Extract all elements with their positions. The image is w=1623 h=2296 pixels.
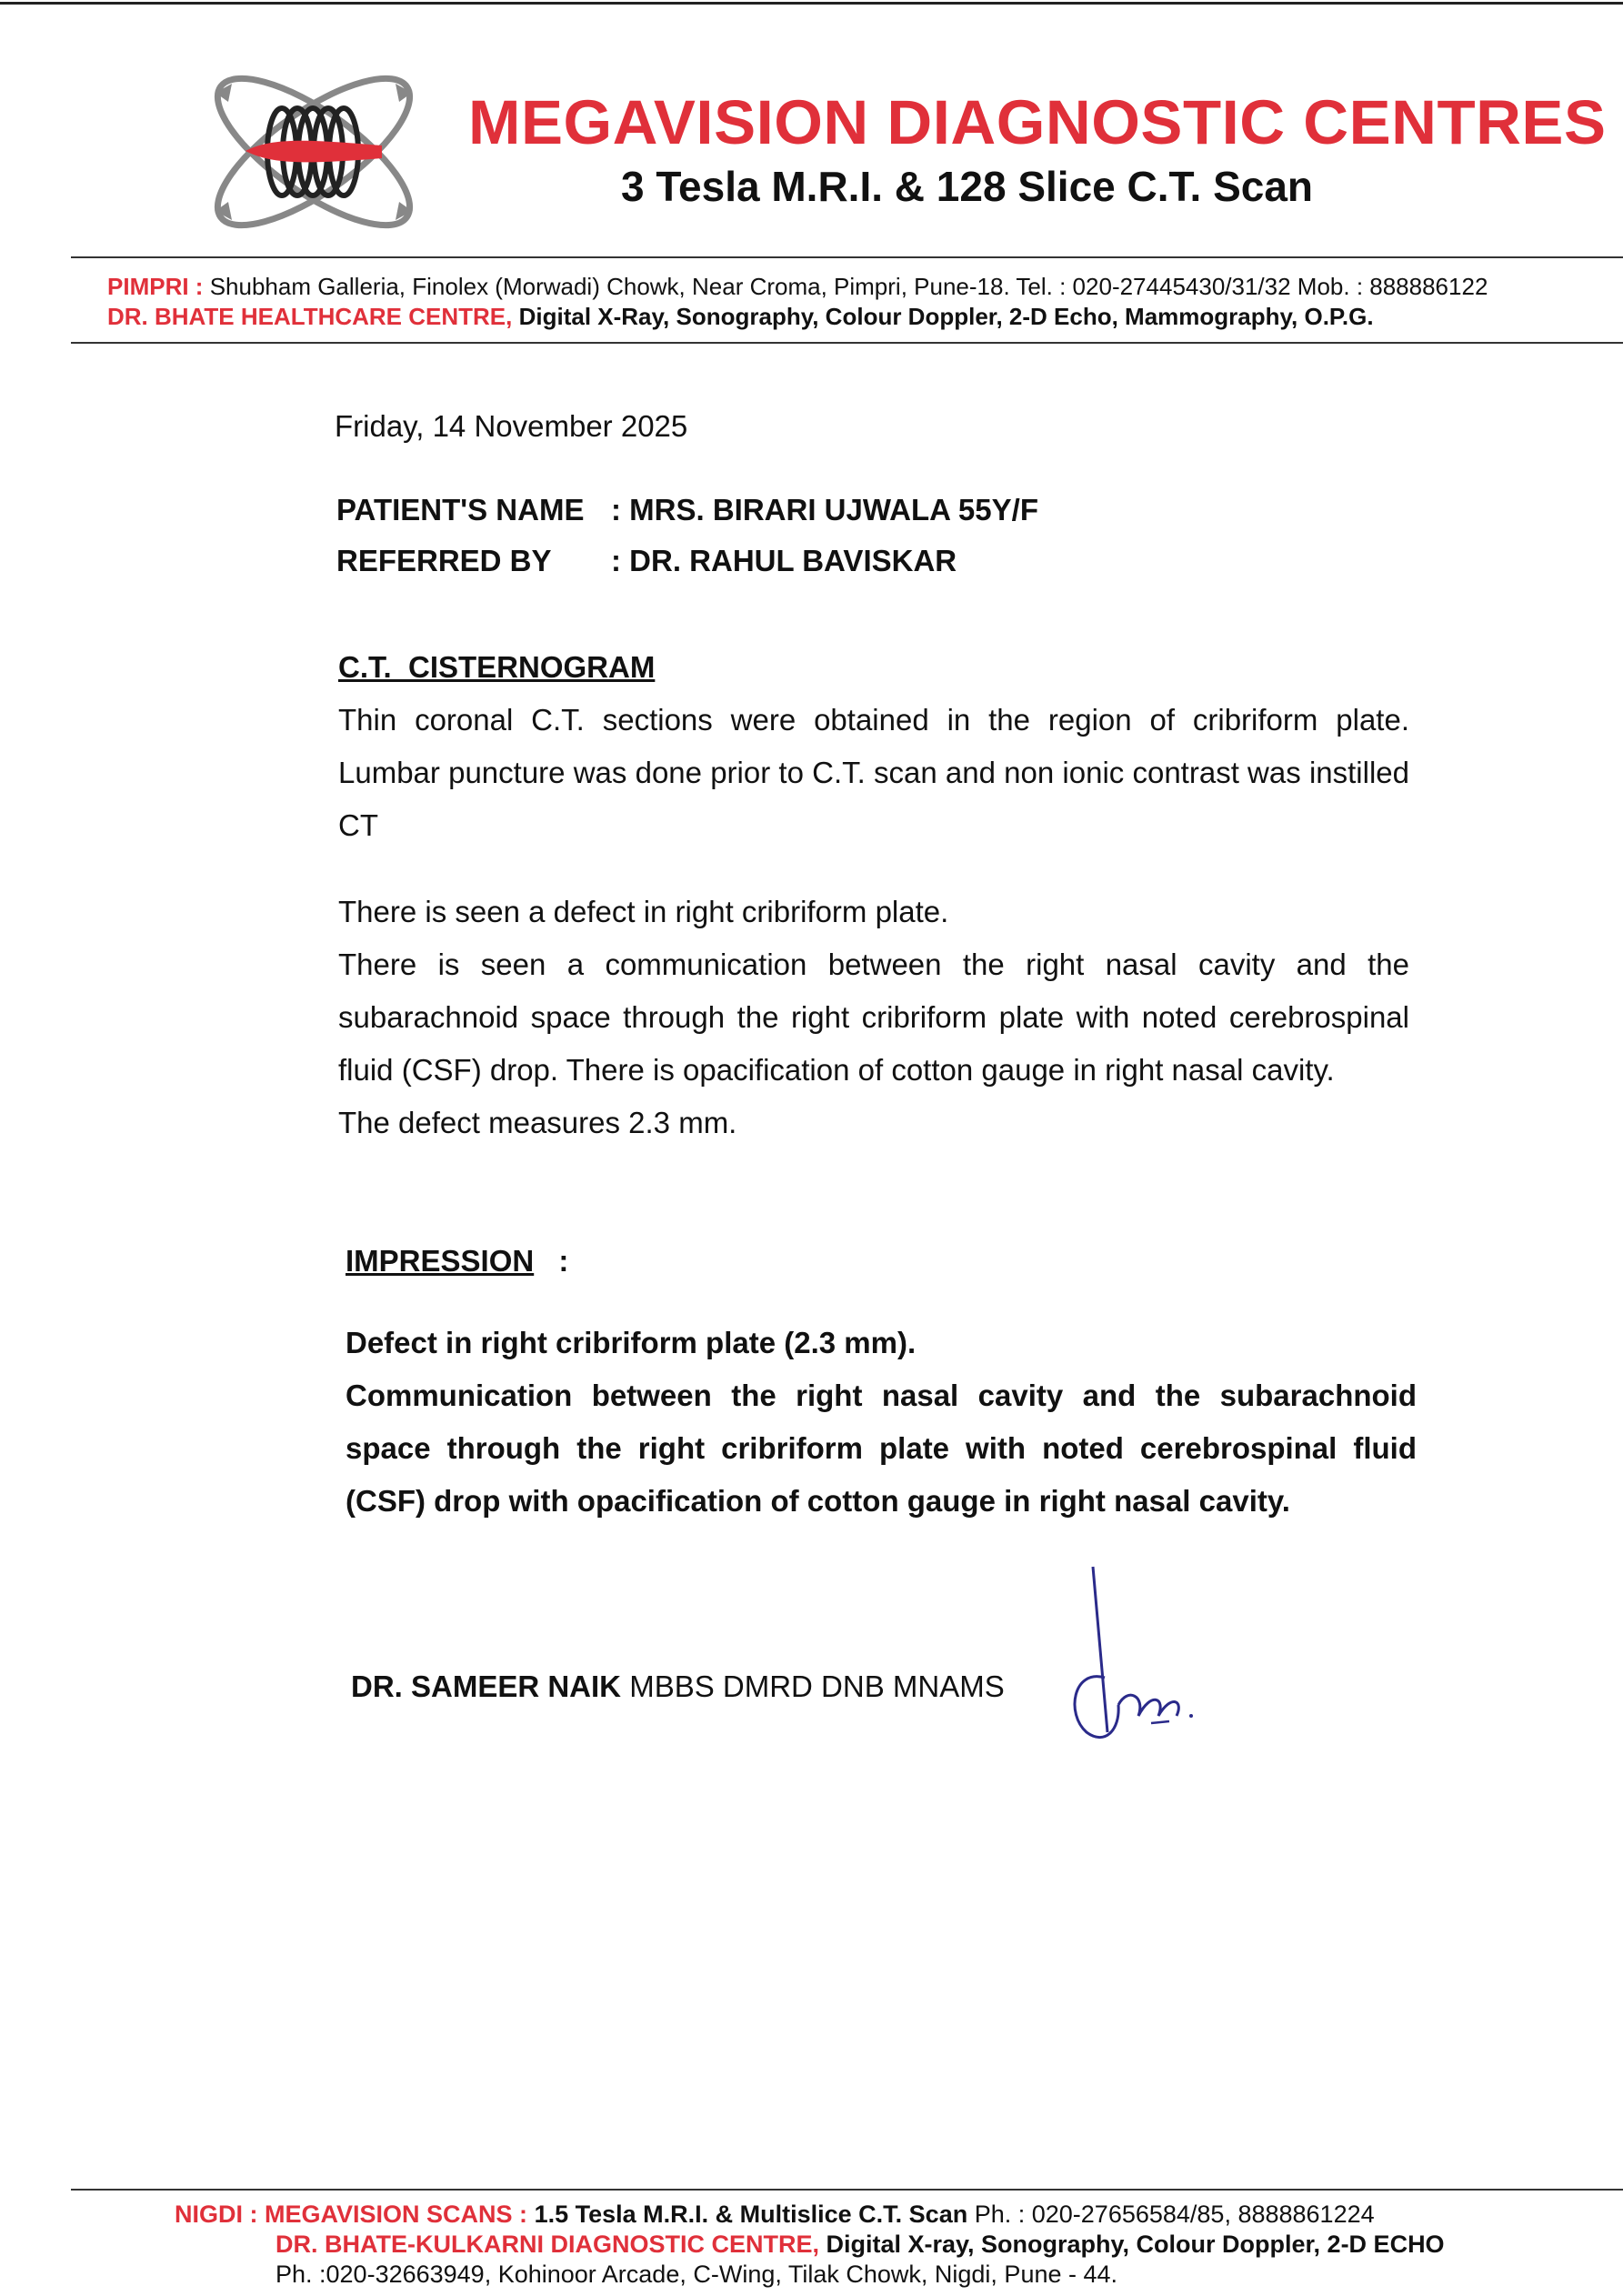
page-top-border: [0, 2, 1623, 5]
megavision-scans-services: 1.5 Tesla M.R.I. & Multislice C.T. Scan: [534, 2201, 968, 2228]
finding-line: There is seen a defect in right cribriform plate.: [338, 895, 949, 928]
impression-line: Communication between the right nasal cavity and the subarachnoid space through the right cribriform plate with noted cerebrospinal fluid (CSF) drop with opacification of cotton gauge in right nasal cavity.: [346, 1379, 1417, 1518]
patient-name-label: PATIENT'S NAME: [336, 493, 585, 526]
report-date: Friday, 14 November 2025: [335, 409, 688, 443]
finding-line: There is seen a communication between the right nasal cavity and the subarachnoid space through the right cribriform plate with noted cerebrospinal fluid (CSF) drop. There is opacification of cotton gauge in right nasal cavity.: [338, 947, 1409, 1087]
referred-by-row: [336, 544, 957, 578]
megavision-logo: [195, 56, 432, 247]
technique-paragraph: [338, 694, 1409, 852]
referred-by-value: : DR. RAHUL BAVISKAR: [611, 544, 957, 577]
kulkarni-centre-services: Digital X-ray, Sonography, Colour Doppler, 2-D ECHO: [826, 2231, 1445, 2258]
impression-heading: IMPRESSION: [346, 1244, 535, 1278]
nigdi-label: NIGDI :: [175, 2201, 258, 2228]
kulkarni-centre-name: DR. BHATE-KULKARNI DIAGNOSTIC CENTRE,: [276, 2231, 819, 2258]
impression-line: Defect in right cribriform plate (2.3 mm).: [346, 1326, 917, 1359]
footer-line-1: [175, 2201, 1375, 2229]
doctor-name: DR. SAMEER NAIK: [351, 1669, 622, 1703]
megavision-scans-phone: Ph. : 020-27656584/85, 8888861224: [974, 2201, 1375, 2228]
finding-line: The defect measures 2.3 mm.: [338, 1106, 737, 1139]
impression-section: [346, 1317, 1417, 1528]
header-rule-top: [71, 256, 1623, 258]
findings-section: [338, 886, 1409, 1149]
healthcare-centre-services: Digital X-Ray, Sonography, Colour Doppler, 2-D Echo, Mammography, O.P.G.: [518, 303, 1374, 330]
footer-rule: [71, 2189, 1623, 2191]
patient-name-value: : MRS. BIRARI UJWALA 55Y/F: [611, 493, 1038, 526]
impression-colon: :: [558, 1244, 569, 1278]
footer-line-3: [276, 2261, 1117, 2289]
pimpri-address-line: [107, 273, 1488, 301]
doctor-signature: [1064, 1559, 1218, 1755]
header-rule-bottom: [71, 342, 1623, 344]
healthcare-centre-name: DR. BHATE HEALTHCARE CENTRE,: [107, 303, 513, 330]
study-title: C.T. CISTERNOGRAM: [338, 650, 656, 684]
pimpri-label: PIMPRI :: [107, 273, 204, 300]
doctor-signoff: [351, 1669, 1005, 1704]
referred-by-label: REFERRED BY: [336, 544, 552, 577]
clinic-tagline: 3 Tesla M.R.I. & 128 Slice C.T. Scan: [621, 163, 1314, 210]
patient-name-row: [336, 493, 1038, 527]
impression-heading-row: [346, 1244, 568, 1278]
footer-line-2: [276, 2231, 1445, 2259]
clinic-name: MEGAVISION DIAGNOSTIC CENTRES: [468, 87, 1607, 157]
megavision-scans-name: MEGAVISION SCANS :: [265, 2201, 528, 2228]
technique-text: Thin coronal C.T. sections were obtained in the region of cribriform plate. Lumbar puncture was done prior to C.T. scan and non ionic contrast was instilled CT: [338, 703, 1409, 842]
healthcare-centre-line: [107, 303, 1374, 331]
pimpri-address: Shubham Galleria, Finolex (Morwadi) Chowk, Near Croma, Pimpri, Pune-18. Tel. : 020-27445430/31/32 Mob. : 888886122: [209, 273, 1488, 300]
nigdi-address: Ph. :020-32663949, Kohinoor Arcade, C-Wing, Tilak Chowk, Nigdi, Pune - 44.: [276, 2261, 1118, 2288]
doctor-qualifications: MBBS DMRD DNB MNAMS: [629, 1669, 1005, 1703]
